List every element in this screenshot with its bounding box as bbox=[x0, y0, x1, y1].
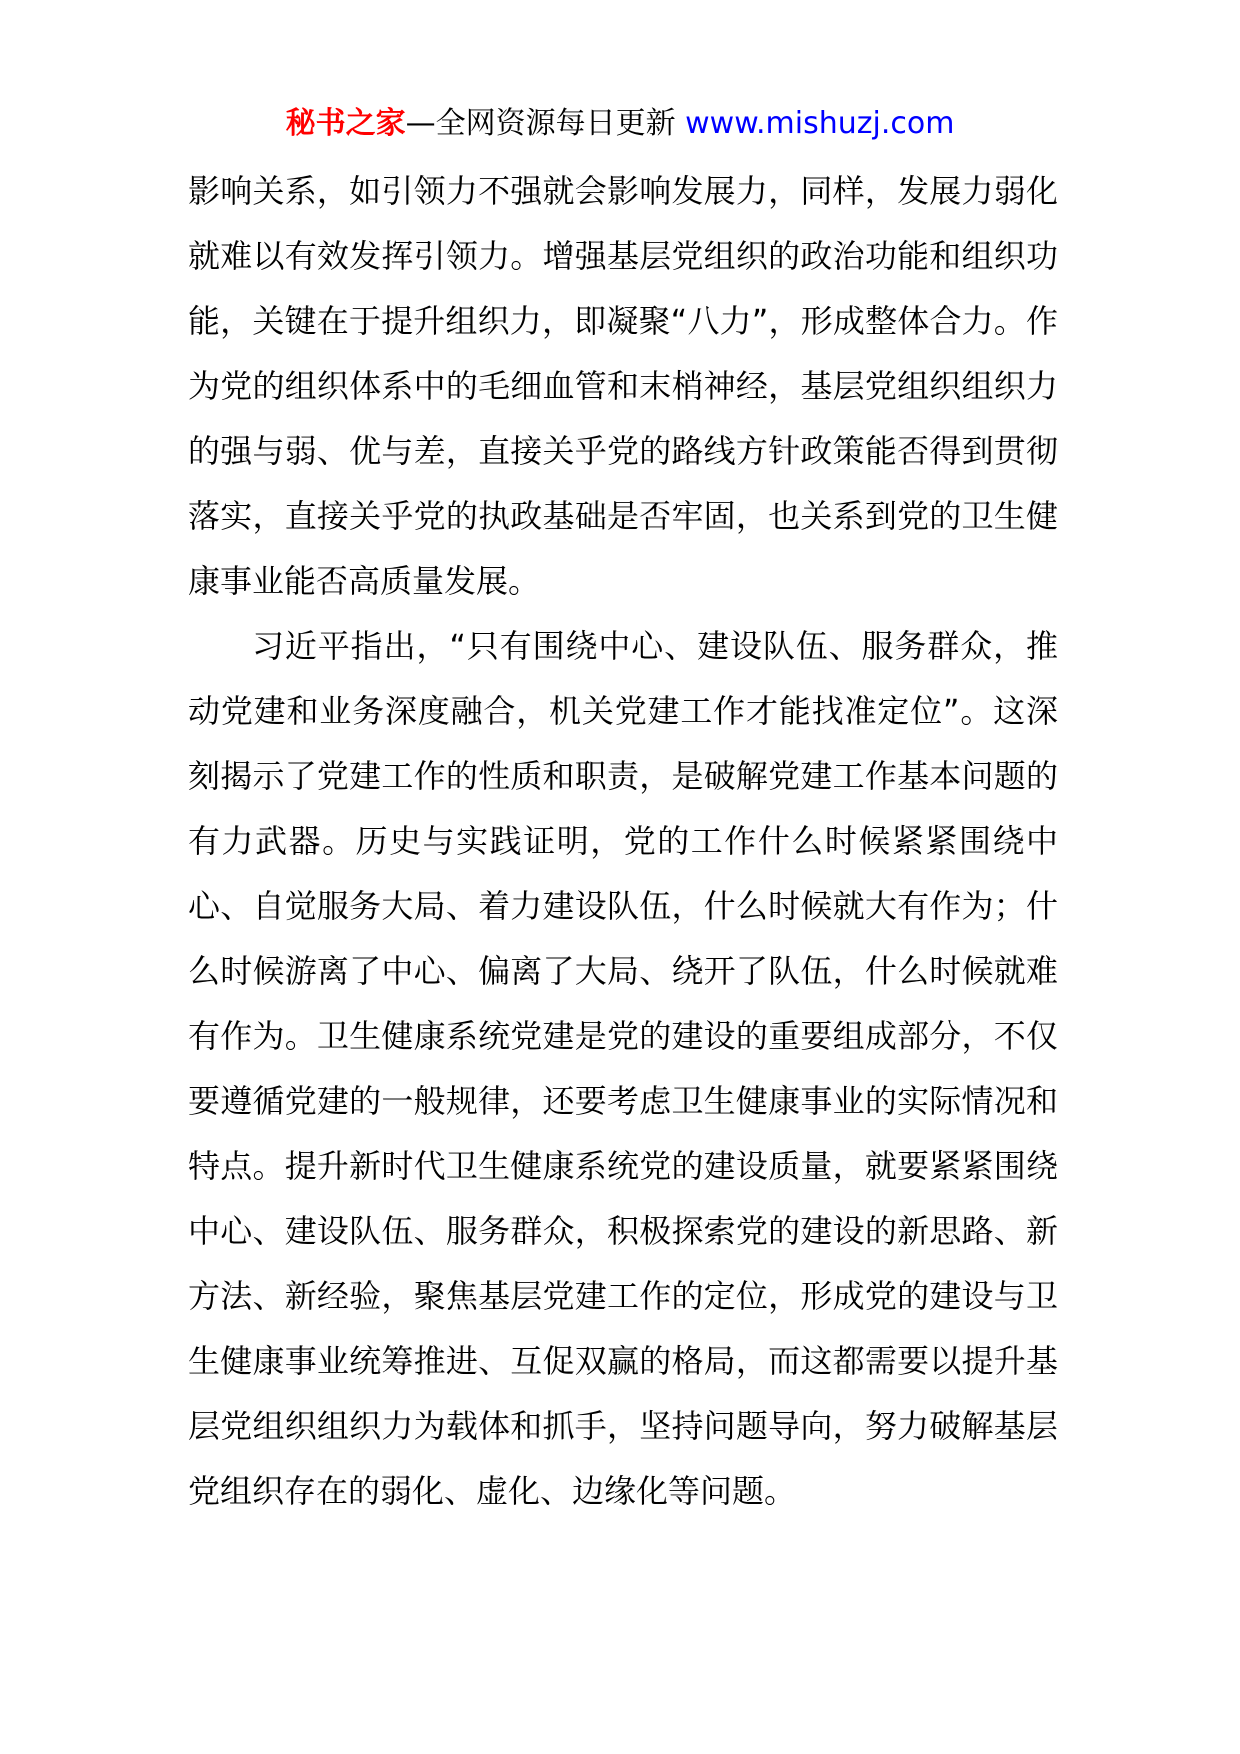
paragraph-continued: 影响关系，如引领力不强就会影响发展力，同样，发展力弱化就难以有效发挥引领力。增强基层党组织的政治功能和组织功能，关键在于提升组织力，即凝聚“八力”，形成整体合力。作为党的组织体系中的毛细血管和末梢神经，基层党组织组织力的强与弱、优与差，直接关乎党的路线方针政策能否得到贯彻落实，直接关乎党的执政基础是否牢固，也关系到党的卫生健康事业能否高质量发展。 bbox=[188, 172, 1058, 600]
header-brand: 秘书之家 bbox=[285, 106, 406, 141]
header-url-link[interactable]: www.mishuzj.com bbox=[685, 106, 955, 141]
header-slogan: —全网资源每日更新 bbox=[405, 106, 676, 141]
document-body bbox=[188, 159, 1058, 1524]
page-header bbox=[0, 102, 1240, 146]
paragraph: 习近平指出，“只有围绕中心、建设队伍、服务群众，推动党建和业务深度融合，机关党建工作才能找准定位”。这深刻揭示了党建工作的性质和职责，是破解党建工作基本问题的有力武器。历史与实践证明，党的工作什么时候紧紧围绕中心、自觉服务大局、着力建设队伍，什么时候就大有作为；什么时候游离了中心、偏离了大局、绕开了队伍，什么时候就难有作为。卫生健康系统党建是党的建设的重要组成部分，不仅要遵循党建的一般规律，还要考虑卫生健康事业的实际情况和特点。提升新时代卫生健康系统党的建设质量，就要紧紧围绕中心、建设队伍、服务群众，积极探索党的建设的新思路、新方法、新经验，聚焦基层党建工作的定位，形成党的建设与卫生健康事业统筹推进、互促双赢的格局，而这都需要以提升基层党组织组织力为载体和抓手，坚持问题导向，努力破解基层党组织存在的弱化、虚化、边缘化等问题。 bbox=[188, 627, 1058, 1510]
